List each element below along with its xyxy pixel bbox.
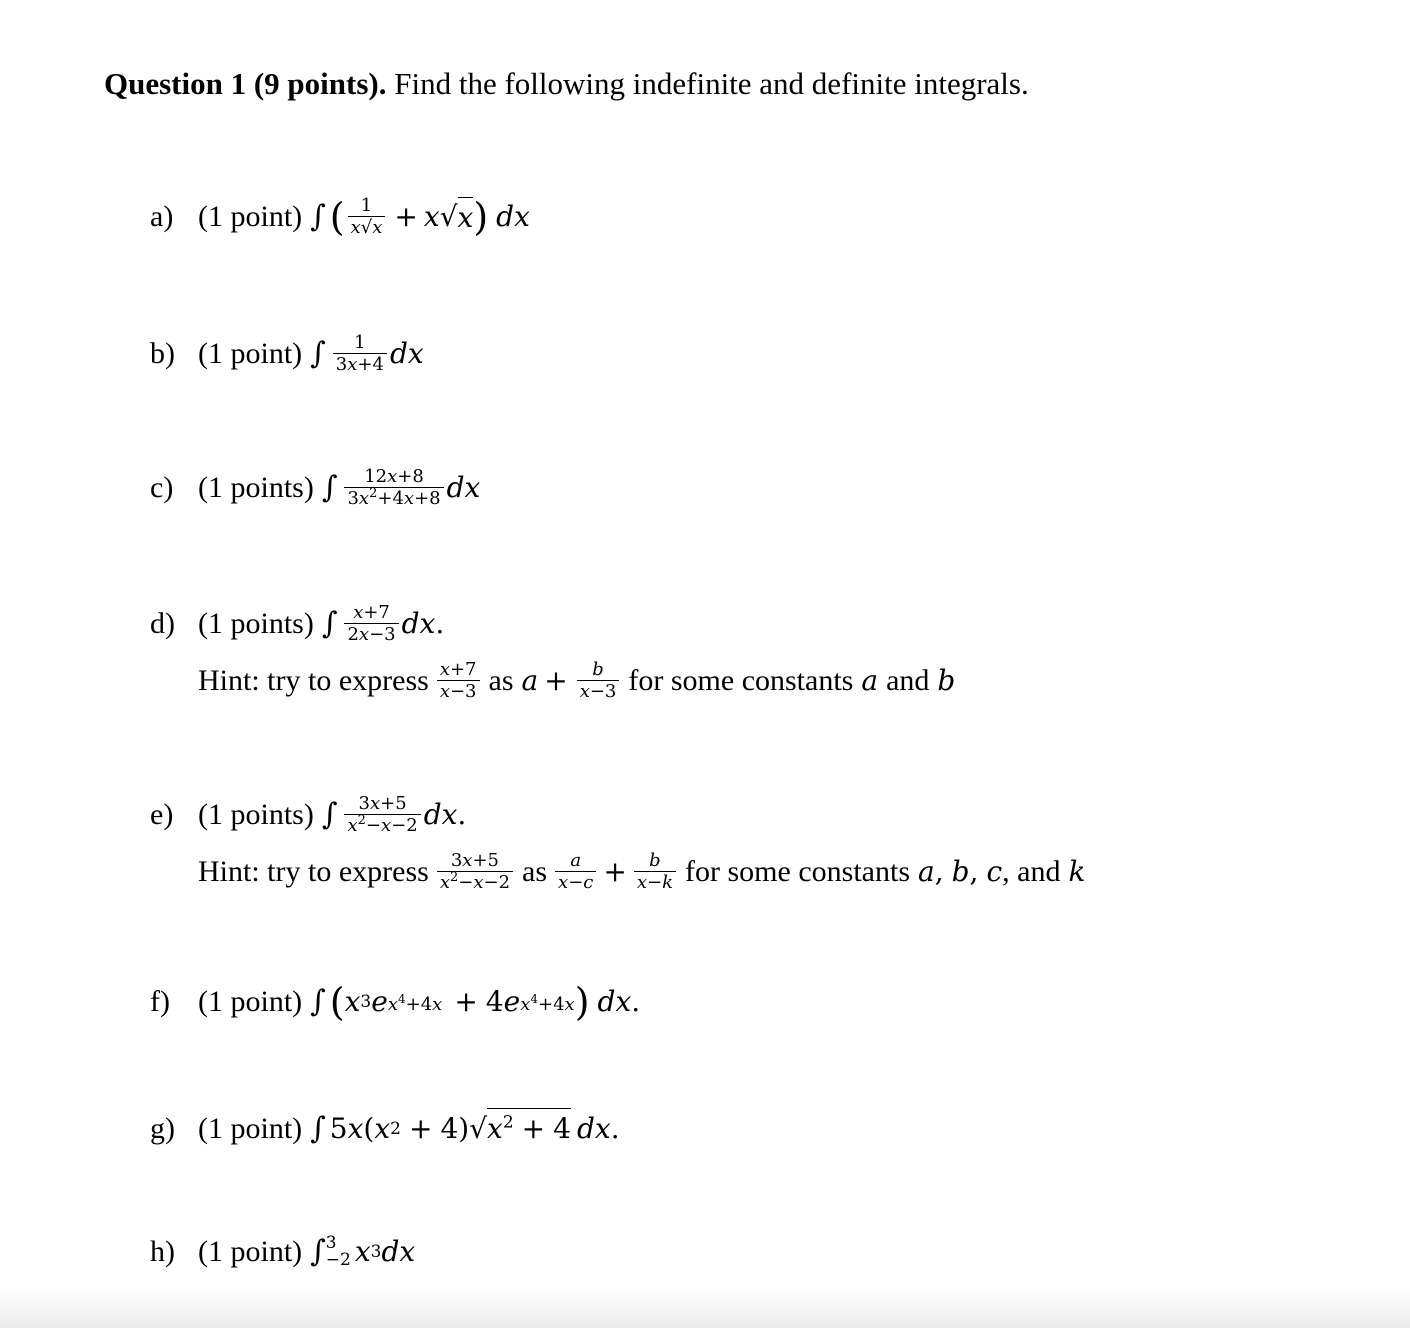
item-g: g) (1 point) ∫ 5 x ( x 2 + 4)√ $x^2 + 4$ dx . <box>150 1108 620 1150</box>
fraction: $\frac{a}{x-c}$ <box>555 851 596 893</box>
integral-sign: ∫ <box>321 606 338 641</box>
item-label: e) <box>150 798 174 831</box>
item-label: g) <box>150 1112 175 1145</box>
integral-sign: ∫ <box>310 984 326 1019</box>
item-a: a) (1 point) ∫ ( $\frac{1}{x√x}$ + x √ x ) dx <box>150 195 530 239</box>
item-points: (1 points) <box>198 471 314 504</box>
hint-e: Hint: try to express $\frac{3x+5}{x^2-x-2}$ as $\frac{a}{x-c}$ + $\frac{b}{x-k}$ for some constants a , b , c , and k <box>198 850 1086 893</box>
page-bottom-shadow <box>0 1284 1410 1328</box>
item-c: c) (1 points) ∫ $\frac{12x+8}{3x^2+4x+8}$ dx <box>150 466 481 509</box>
item-points: (1 point) <box>198 1112 303 1145</box>
question-heading: Question 1 (9 points). <box>104 66 387 101</box>
integral-sign: ∫ <box>310 1234 326 1269</box>
question-instructions: Find the following indefinite and definite integrals. <box>386 66 1029 101</box>
hint-as: as <box>488 664 514 697</box>
hint-and: , and <box>1002 855 1061 888</box>
item-points: (1 points) <box>198 607 314 640</box>
hint-as: as <box>522 855 548 888</box>
item-d: d) (1 points) ∫ $\frac{x+7}{2x-3}$ dx . <box>150 602 445 645</box>
item-b: b) (1 point) ∫ $\frac{1}{3x+4}$ dx <box>150 332 424 375</box>
fraction: $\frac{b}{x-k}$ <box>634 851 676 893</box>
item-label: b) <box>150 337 175 370</box>
fraction: $\frac{x+7}{x-3}$ <box>437 660 480 702</box>
item-points: (1 point) <box>198 337 303 370</box>
hint-tail: for some constants <box>628 664 854 697</box>
item-points: (1 points) <box>198 798 314 831</box>
hint-d: Hint: try to express $\frac{x+7}{x-3}$ as a + $\frac{b}{x-3}$ for some constants a and b <box>198 659 956 702</box>
fraction: $\frac{1}{3x+4}$ <box>333 333 387 375</box>
hint-and: and <box>886 664 930 697</box>
integral-sign: ∫ <box>310 199 326 234</box>
fraction: $\frac{1}{x√x}$ <box>348 196 386 238</box>
item-label: c) <box>150 471 174 504</box>
item-label: h) <box>150 1235 175 1268</box>
item-label: d) <box>150 607 175 640</box>
hint-lead: Hint: try to express <box>198 855 429 888</box>
expression: ( <box>329 195 345 239</box>
integral-limits: 3 −2 <box>325 1233 351 1270</box>
item-points: (1 point) <box>198 985 303 1018</box>
fraction: $\frac{3x+5}{x^2-x-2}$ <box>437 851 513 893</box>
expression: ( <box>329 980 345 1024</box>
integral-sign: ∫ <box>321 797 338 832</box>
item-label: a) <box>150 200 174 233</box>
hint-tail: for some constants <box>685 855 910 888</box>
fraction: $\frac{x+7}{2x-3}$ <box>344 603 398 645</box>
item-points: (1 point) <box>198 200 303 233</box>
hint-lead: Hint: try to express <box>198 664 429 697</box>
question-title <box>104 62 1029 106</box>
fraction: $\frac{12x+8}{3x^2+4x+8}$ <box>344 467 443 509</box>
item-e: e) (1 points) ∫ $\frac{3x+5}{x^2-x-2}$ dx . <box>150 793 467 836</box>
integral-sign: ∫ <box>321 470 338 505</box>
integral-sign: ∫ <box>310 1111 326 1146</box>
item-label: f) <box>150 985 170 1018</box>
item-points: (1 point) <box>198 1235 303 1268</box>
fraction: $\frac{b}{x-3}$ <box>577 660 620 702</box>
item-h: h) (1 point) ∫ 3 −2 x 3 dx <box>150 1233 416 1270</box>
integral-sign: ∫ <box>310 336 326 371</box>
fraction: $\frac{3x+5}{x^2-x-2}$ <box>344 794 420 836</box>
item-f: f) (1 point) ∫ ( x 3 e $x^4+4x$ + 4 e $x^4+4x$ ) dx . <box>150 980 641 1024</box>
